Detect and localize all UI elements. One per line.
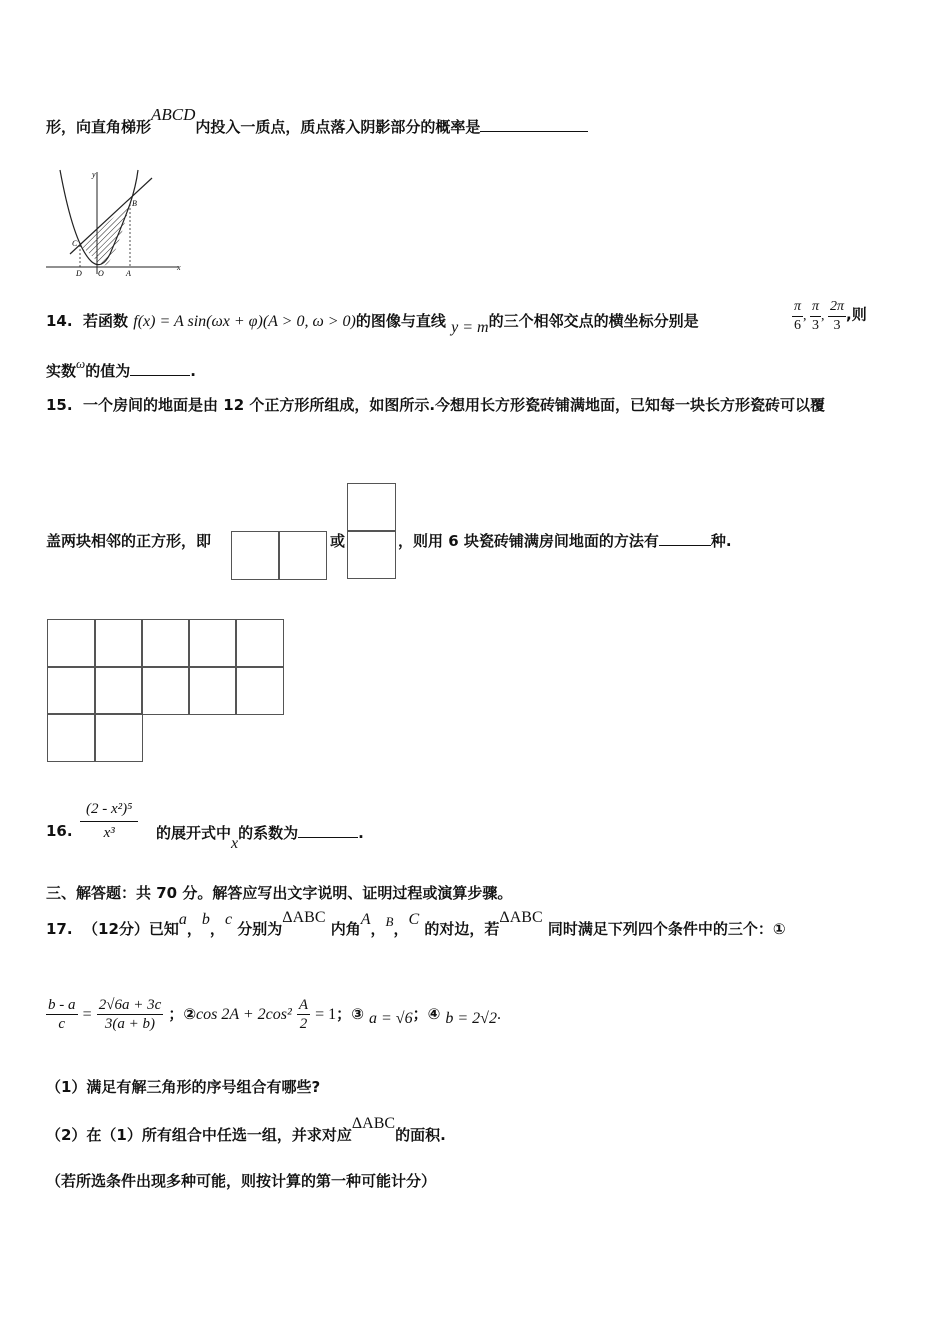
point-D-label: D [76, 269, 82, 278]
q14-line-equation: y = m [451, 319, 489, 336]
q16-number: 16. [46, 822, 73, 840]
grid-square [94, 666, 143, 715]
sep4: ， [393, 920, 409, 938]
q15-text1: 盖两块相邻的正方形，即 [46, 532, 212, 550]
cond2-end: = 1 [315, 1006, 337, 1023]
grid-square [47, 713, 96, 762]
q14-function: f(x) = A sin(ωx + φ)(A > 0, ω > 0) [133, 313, 356, 330]
q14-line1 [46, 310, 699, 336]
side-c: c [224, 911, 233, 928]
cond3-mark: ③ [351, 1005, 364, 1023]
cond4-expr: b = 2√2 [445, 1010, 497, 1027]
cond1-lhs-num: b - a [48, 997, 76, 1013]
q14-line2 [46, 356, 196, 381]
q17-score: （12分）已知 [83, 920, 179, 938]
q14-text3: 的三个相邻交点的横坐标分别是 [488, 312, 699, 330]
q14-text1: 若函数 [83, 312, 129, 330]
frac2-den: 3 [812, 318, 820, 333]
sep3: ， [370, 920, 386, 938]
cond-end: . [496, 1006, 501, 1023]
q16-text2: 的系数为 [238, 824, 299, 842]
q16-denominator: x³ [103, 825, 115, 841]
q17-text2: 内角 [330, 920, 361, 938]
q15-text3: 种. [710, 532, 732, 550]
q16-text3: . [358, 824, 364, 842]
cond1-rhs-num: 2√6a + 3c [98, 997, 162, 1013]
q13-answer-blank [480, 130, 588, 132]
q17-number: 17. [46, 920, 73, 938]
y-axis-label: y [92, 170, 96, 179]
grid-square [141, 666, 190, 715]
q13-figure [40, 166, 190, 278]
grid-square [188, 619, 237, 668]
q14-text7: . [190, 362, 196, 380]
q16-variable: x [231, 835, 239, 852]
q13-prefix: 形，向直角梯形 [46, 118, 152, 136]
comma1: , [803, 308, 807, 324]
sep1: ， [186, 920, 202, 938]
frac1-den: 6 [794, 318, 801, 333]
q16-answer-blank [298, 836, 358, 838]
q17-text1: 分别为 [237, 920, 283, 938]
cond3-expr: a = √6 [368, 1010, 413, 1027]
grid-square [235, 619, 284, 668]
triangle-label-1: ΔABC [282, 909, 326, 926]
q17-text4: 同时满足下列四个条件中的三个：① [547, 920, 786, 938]
semi3: ； [412, 1005, 428, 1023]
frac3-den: 3 [833, 318, 841, 333]
q13-line [46, 105, 588, 137]
q14-answer-blank [130, 374, 190, 376]
cond1-eq: = [82, 1006, 92, 1023]
q15-line1 [46, 394, 825, 415]
cond2-mark: ② [183, 1005, 197, 1023]
tile-horizontal-left [231, 531, 280, 580]
angle-A: A [360, 911, 371, 928]
q13-trapezoid-label: ABCD [151, 105, 196, 124]
cond1-rhs-den: 3(a + b) [104, 1016, 156, 1032]
angle-C: C [408, 911, 420, 928]
angle-B: B [385, 914, 394, 929]
q14-number: 14. [46, 312, 73, 330]
q14-text6: 的值为 [85, 362, 131, 380]
grid-square [188, 666, 237, 715]
cond1-lhs-den: c [58, 1016, 66, 1032]
grid-square [47, 619, 96, 668]
q15-number: 15. [46, 396, 73, 414]
triangle-label-2: ΔABC [499, 909, 543, 926]
side-b: b [201, 911, 210, 928]
q16-numerator: (2 - x²)⁵ [80, 797, 138, 822]
semi1: ； [168, 1005, 184, 1023]
point-O-label: O [98, 269, 104, 278]
q15-or: 或 [330, 532, 346, 550]
sep2: ， [209, 920, 225, 938]
point-B-label: B [132, 199, 137, 208]
q16-fraction [80, 797, 138, 844]
q14-fractions [792, 298, 867, 335]
grid-square [235, 666, 284, 715]
q17-part2-text2: 的面积. [395, 1126, 446, 1144]
q17-part2-text1: （2）在（1）所有组合中任选一组，并求对应 [46, 1126, 352, 1144]
grid-square [47, 666, 96, 715]
frac2-num: π [810, 298, 821, 317]
point-C-label: C [72, 239, 78, 248]
frac3-num: 2π [828, 298, 846, 317]
point-A-label: A [126, 269, 131, 278]
frac1-num: π [792, 298, 803, 317]
q13-suffix: 内投入一质点，质点落入阴影部分的概率是 [195, 118, 481, 136]
q16-text1: 的展开式中 [156, 824, 232, 842]
cond2-expr: cos 2A + 2cos² [196, 1006, 292, 1023]
q14-text2: 的图像与直线 [355, 312, 446, 330]
semi2: ； [336, 1005, 352, 1023]
q17-line1 [46, 909, 786, 939]
q16-line [156, 822, 364, 852]
grid-square [94, 619, 143, 668]
tile-vertical-bottom [347, 530, 396, 579]
x-axis-label: x [177, 263, 181, 272]
cond4-mark: ④ [427, 1005, 441, 1023]
q15-text2: ，则用 6 块瓷砖铺满房间地面的方法有 [398, 532, 659, 550]
q17-part1: （1）满足有解三角形的序号组合有哪些? [46, 1078, 321, 1096]
tile-horizontal-right [278, 531, 327, 580]
comma2: , [821, 308, 825, 324]
q17-part2 [46, 1115, 446, 1145]
triangle-label-3: ΔABC [351, 1115, 396, 1132]
q14-text5: 实数 [46, 362, 77, 380]
tile-vertical-top [347, 483, 396, 532]
q15-line2 [398, 530, 732, 551]
q17-text3: 的对边，若 [424, 920, 500, 938]
section-3-heading: 三、解答题：共 70 分。解答应写出文字说明、证明过程或演算步骤。 [46, 884, 513, 902]
q15-text: 一个房间的地面是由 12 个正方形所组成，如图所示.今想用长方形瓷砖铺满地面，已知每一块长方形瓷砖可以覆 [83, 396, 826, 414]
cond2-frac-num: A [298, 997, 309, 1013]
cond2-frac-den: 2 [299, 1016, 308, 1032]
grid-square [141, 619, 190, 668]
grid-square [94, 713, 143, 762]
q14-text4: ,则 [846, 305, 867, 324]
q17-conditions [46, 996, 501, 1033]
q17-note: （若所选条件出现多种可能，则按计算的第一种可能计分） [46, 1172, 437, 1190]
q15-answer-blank [659, 544, 711, 546]
side-a: a [178, 911, 187, 928]
q14-omega: ω [76, 356, 86, 371]
